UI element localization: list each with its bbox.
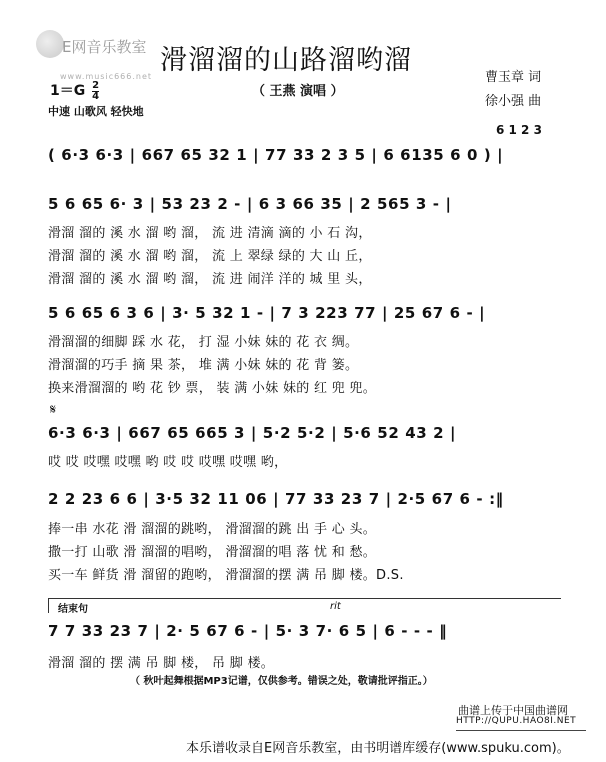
lyric-line: 捧一串 水花 滑 溜溜的跳哟， 滑溜溜的跳 出 手 心 头。 <box>48 522 377 537</box>
time-signature <box>92 81 99 102</box>
lyric-line: 滑溜 溜的 溪 水 溜 哟 溜， 流 上 翠绿 绿的 大 山 丘， <box>48 249 372 264</box>
lyric-line: 滑溜溜的巧手 摘 果 茶， 堆 满 小妹 妹的 花 背 篓。 <box>48 358 359 373</box>
lyric-line: 滑溜溜的细脚 踩 水 花， 打 湿 小妹 妹的 花 衣 绸。 <box>48 335 359 350</box>
ending-label: 结束句 <box>58 604 88 615</box>
divider <box>456 730 586 731</box>
lyric-line: 撒一打 山歌 滑 溜溜的唱哟， 滑溜溜的唱 落 忧 和 愁。 <box>48 545 377 560</box>
lyric-line: 滑溜 溜的 溪 水 溜 哟 溜， 流 进 清滴 滴的 小 石 沟， <box>48 226 372 241</box>
watermark-url: www.music666.net <box>60 72 153 81</box>
lyric-line: 买一车 鲜货 滑 溜留的跑哟， 滑溜溜的摆 满 吊 脚 楼。D.S. <box>48 568 404 583</box>
segno-icon: 𝄋 <box>50 402 57 418</box>
upload-text: 曲谱上传于中国曲谱网 <box>458 704 568 717</box>
lyric-line: 滑溜 溜的 摆 满 吊 脚 楼， 吊 脚 楼。 <box>48 656 275 671</box>
rit-marking: rit <box>330 601 341 612</box>
music-line-5: 2 2 23 6 6 | 3·5 32 11 06 | 77 33 23 7 | 2·5 67 6 - :‖ <box>48 490 504 508</box>
singer: （ 王燕 演唱 ） <box>252 84 344 99</box>
lyricist: 曹玉章 词 <box>485 70 542 85</box>
music-line-3: 5 6 65 6 3 6 | 3· 5 32 1 - | 7 3 223 77 | 25 67 6 - | <box>48 304 486 322</box>
key-signature <box>50 80 99 102</box>
transcription-note: （ 秋叶起舞根据MP3记谱，仅供参考。错误之处，敬请批评指正。） <box>130 676 433 687</box>
key-label: 1＝G <box>50 83 86 99</box>
music-line-1: ( 6·3 6·3 | 667 65 32 1 | 77 33 2 3 5 | 6 6135 6 0 ) | <box>48 146 504 164</box>
footer-note: 本乐谱收录自E网音乐教室，由书明谱库缓存(www.spuku.com)。 <box>186 741 570 756</box>
time-num: 2 <box>92 79 100 91</box>
ending-bracket <box>48 598 561 613</box>
time-den: 4 <box>92 90 100 102</box>
intro-upper-notes: 6 1 2 3 <box>496 123 542 137</box>
song-title: 滑溜溜的山路溜哟溜 <box>160 45 412 76</box>
lyric-line: 滑溜 溜的 溪 水 溜 哟 溜， 流 进 闹洋 洋的 城 里 头， <box>48 272 372 287</box>
watermark-logo-icon <box>36 30 64 58</box>
music-line-4: 6·3 6·3 | 667 65 665 3 | 5·2 5·2 | 5·6 52 43 2 | <box>48 424 457 442</box>
upload-url: HTTP://QUPU.HAO8I.NET <box>456 716 577 726</box>
lyric-line: 哎 哎 哎嘿 哎嘿 哟 哎 哎 哎嘿 哎嘿 哟， <box>48 455 288 470</box>
lyric-line: 换来滑溜溜的 哟 花 钞 票， 装 满 小妹 妹的 红 兜 兜。 <box>48 381 377 396</box>
music-line-2: 5 6 65 6· 3 | 53 23 2 - | 6 3 66 35 | 2 565 3 - | <box>48 195 452 213</box>
music-line-6: 7 7 33 23 7 | 2· 5 67 6 - | 5· 3 7· 6 5 | 6 - - - ‖ <box>48 622 448 640</box>
tempo-marking: 中速 山歌风 轻快地 <box>48 105 144 118</box>
composer: 徐小强 曲 <box>485 94 542 109</box>
watermark-site: E网音乐教室 <box>62 38 147 56</box>
